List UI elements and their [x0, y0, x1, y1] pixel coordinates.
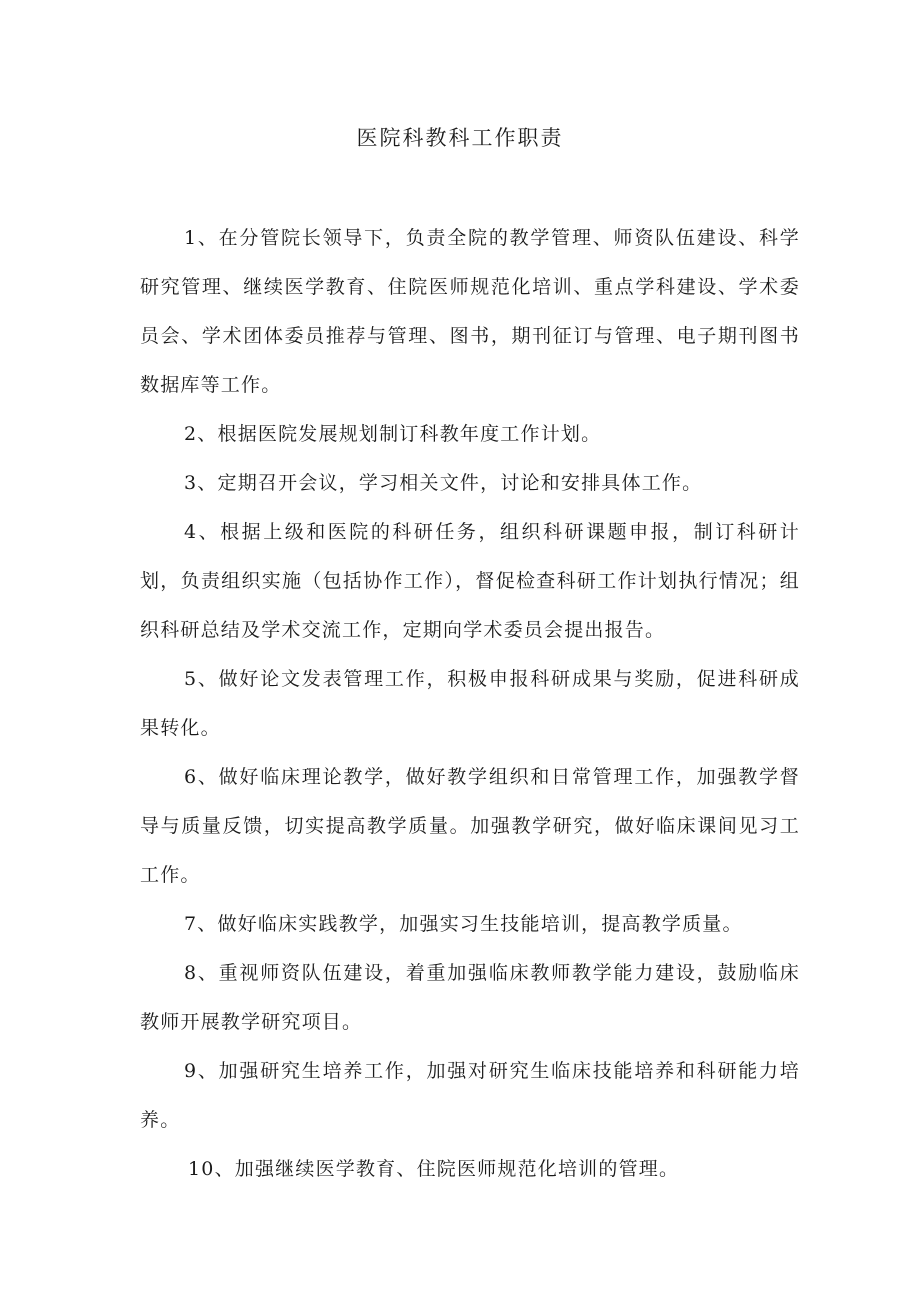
document-title: 医院科教科工作职责	[356, 126, 564, 150]
paragraph-1: 1、在分管院长领导下，负责全院的教学管理、师资队伍建设、科学研究管理、继续医学教育、住院医师规范化培训、重点学科建设、学术委员会、学术团体委员推荐与管理、图书，期刊征订与管理、电子期刊图书数据库等工作。	[140, 227, 800, 396]
paragraph-6: 6、做好临床理论教学，做好教学组织和日常管理工作，加强教学督导与质量反馈，切实提高教学质量。加强教学研究，做好临床课间见习工工作。	[140, 766, 800, 886]
paragraph-4: 4、根据上级和医院的科研任务，组织科研课题申报，制订科研计划，负责组织实施（包括协作工作），督促检查科研工作计划执行情况；组织科研总结及学术交流工作，定期向学术委员会提出报告。	[140, 521, 800, 641]
paragraph-8: 8、重视师资队伍建设，着重加强临床教师教学能力建设，鼓励临床教师开展教学研究项目。	[140, 962, 800, 1033]
paragraph-5: 5、做好论文发表管理工作，积极申报科研成果与奖励，促进科研成果转化。	[140, 668, 800, 739]
paragraph-10: 10、加强继续医学教育、住院医师规范化培训的管理。	[188, 1158, 680, 1180]
paragraph-9: 9、加强研究生培养工作，加强对研究生临床技能培养和科研能力培养。	[140, 1060, 800, 1131]
document-body	[140, 214, 800, 1194]
paragraph-3: 3、定期召开会议，学习相关文件，讨论和安排具体工作。	[184, 472, 703, 494]
paragraph-7: 7、做好临床实践教学，加强实习生技能培训，提高教学质量。	[184, 913, 743, 935]
paragraph-2: 2、根据医院发展规划制订科教年度工作计划。	[184, 423, 602, 445]
